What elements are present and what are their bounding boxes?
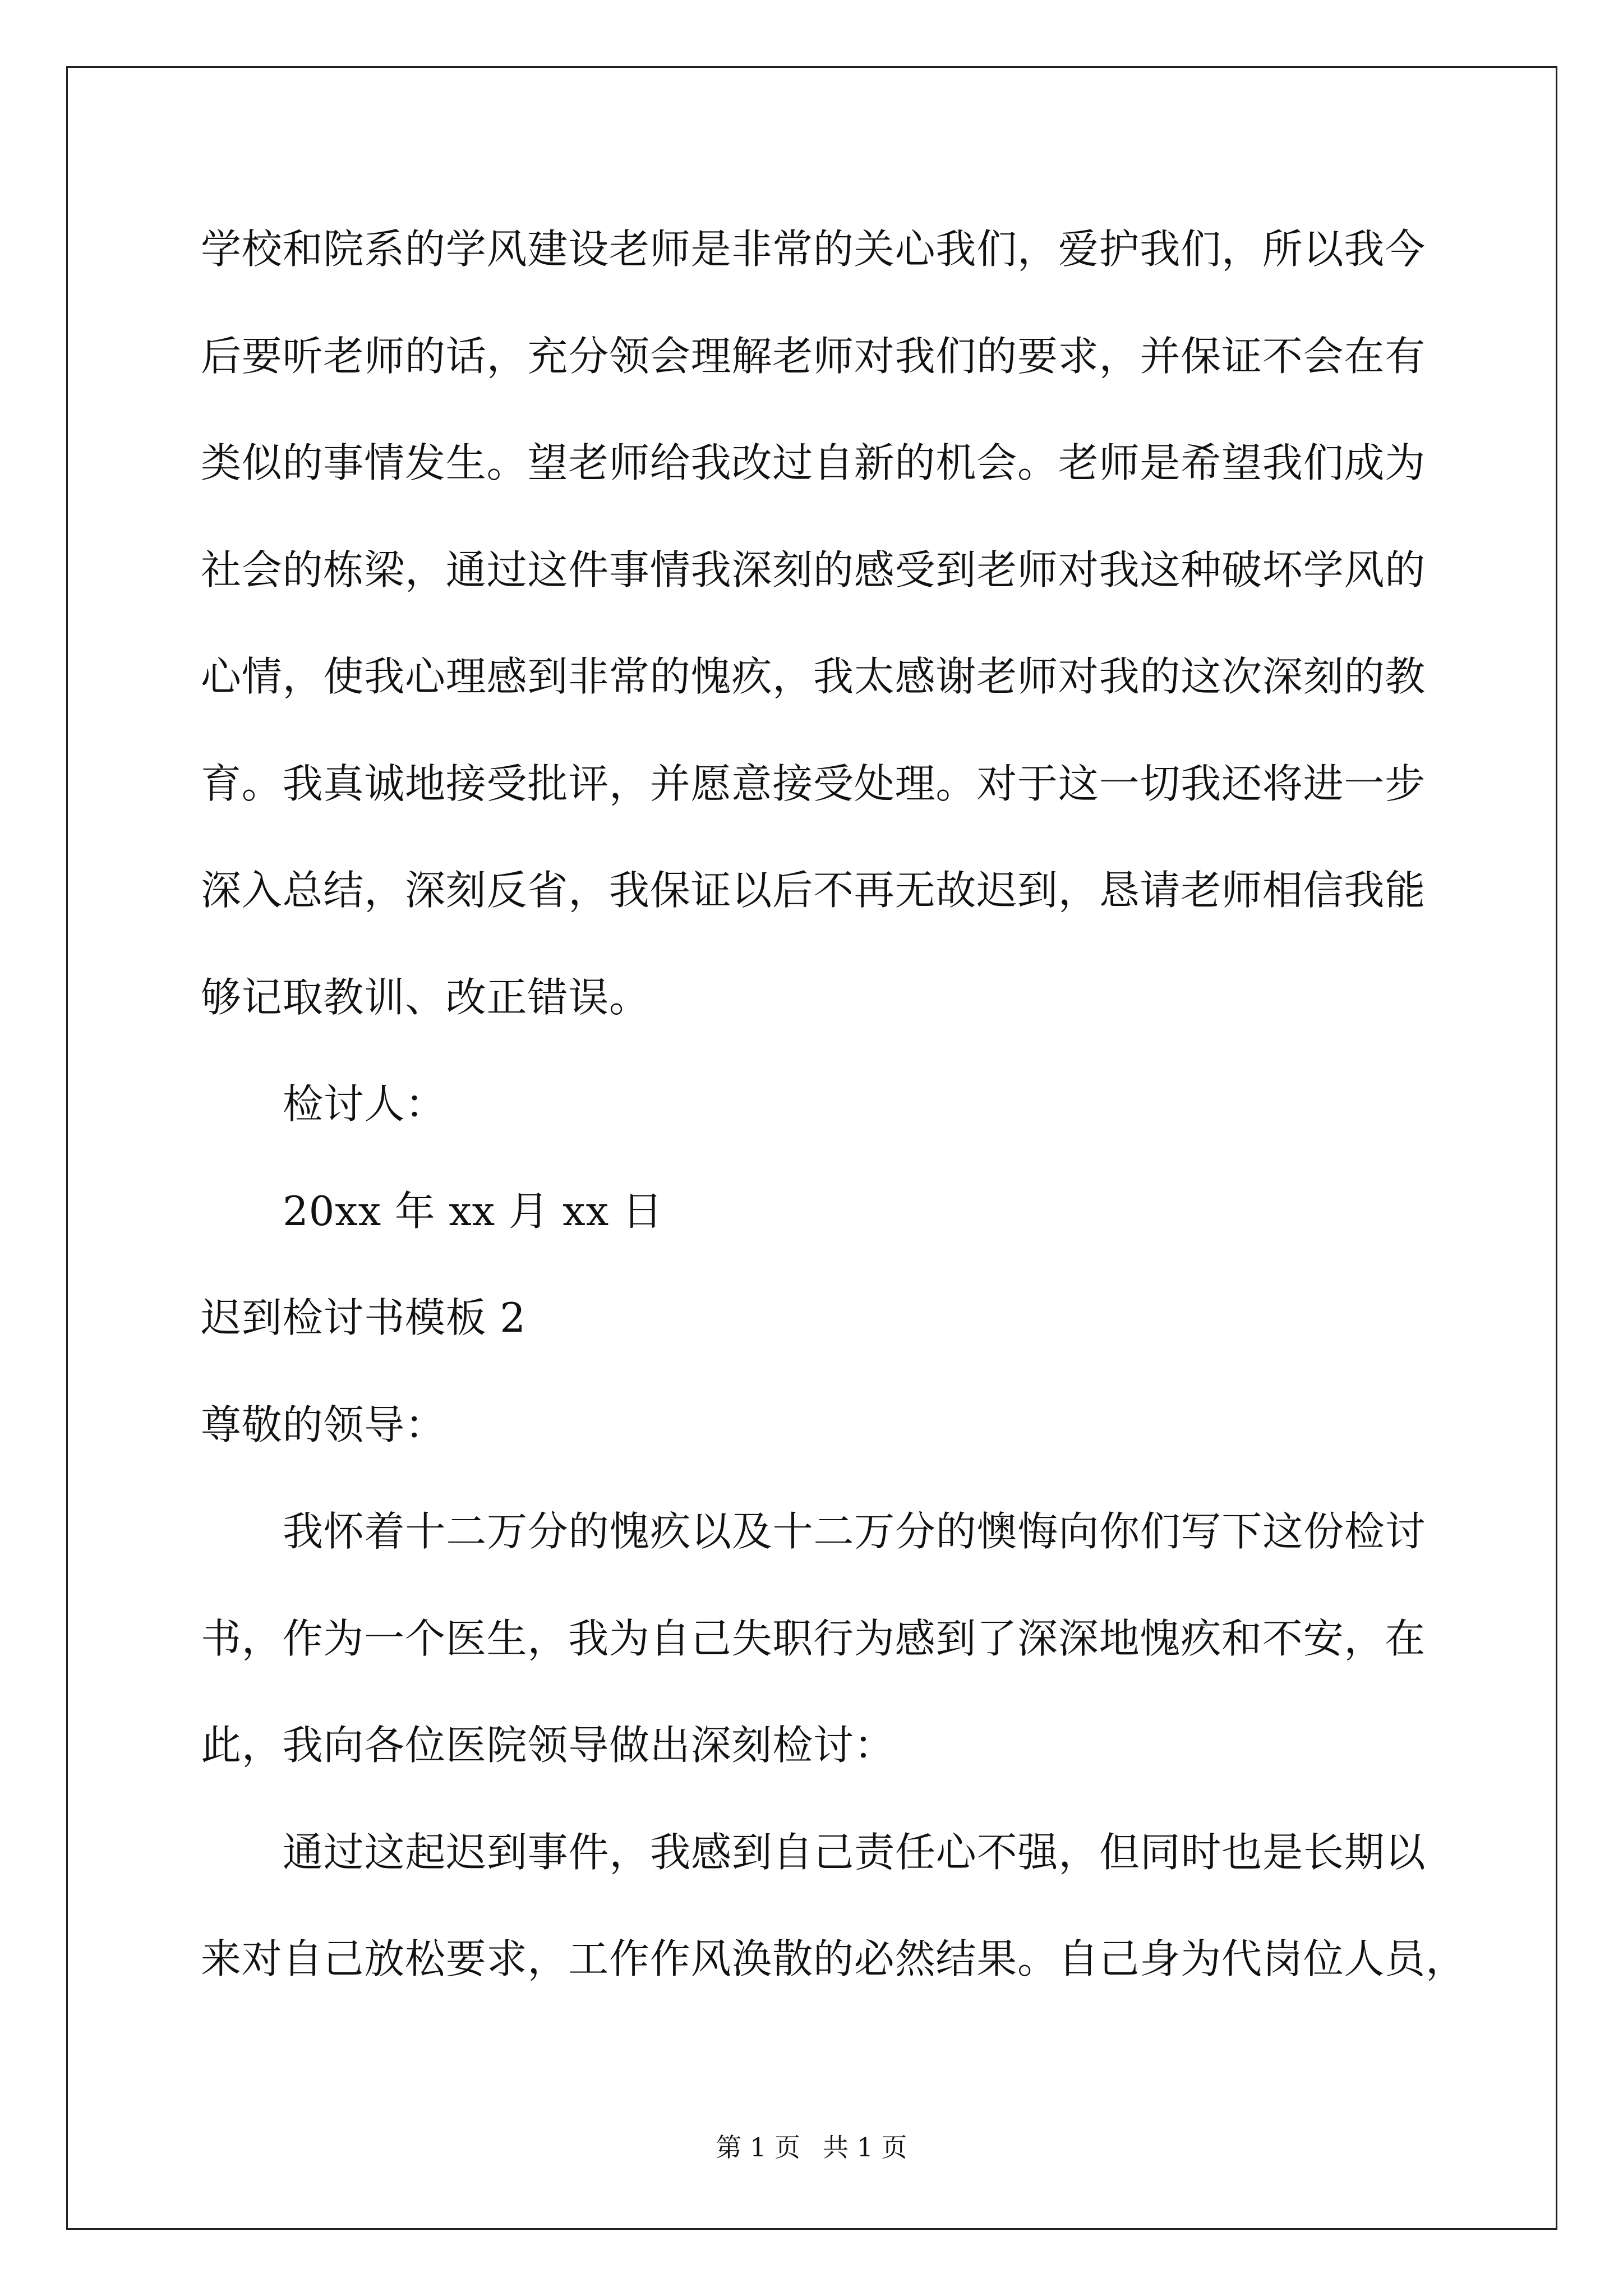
page-footer	[0, 2132, 1623, 2163]
text-line: 我怀着十二万分的愧疚以及十二万分的懊悔向你们写下这份检讨	[283, 1508, 1426, 1555]
text-line: 书，作为一个医生，我为自己失职行为感到了深深地愧疚和不安，在	[201, 1614, 1426, 1662]
text-line: 够记取教训、改正错误。	[201, 973, 650, 1021]
text-line: 心情，使我心理感到非常的愧疚，我太感谢老师对我的这次深刻的教	[201, 653, 1426, 700]
document-body	[201, 196, 1491, 2013]
text-line: 类似的事情发生。望老师给我改过自新的机会。老师是希望我们成为	[201, 439, 1426, 486]
text-line: 学校和院系的学风建设老师是非常的关心我们，爱护我们，所以我今	[201, 226, 1426, 273]
text-line: 此，我向各位医院领导做出深刻检讨：	[201, 1722, 895, 1769]
salutation: 尊敬的领导：	[201, 1401, 446, 1448]
text-line: 来对自己放松要求，工作作风涣散的必然结果。自己身为代岗位人员，	[201, 1935, 1467, 1982]
text-line: 后要听老师的话，充分领会理解老师对我们的要求，并保证不会在有	[201, 332, 1426, 380]
text-line: 育。我真诚地接受批评，并愿意接受处理。对于这一切我还将进一步	[201, 760, 1426, 807]
signature-label: 检讨人：	[283, 1080, 446, 1128]
text-line: 社会的栋梁，通过这件事情我深刻的感受到老师对我这种破坏学风的	[201, 546, 1426, 593]
text-line: 通过这起迟到事件，我感到自己责任心不强，但同时也是长期以	[283, 1828, 1426, 1876]
text-line: 深入总结，深刻反省，我保证以后不再无故迟到，恳请老师相信我能	[201, 867, 1426, 914]
date-line: 20xx 年 xx 月 xx 日	[283, 1187, 663, 1235]
current-page-label: 第 1 页	[716, 2132, 800, 2162]
section-title: 迟到检讨书模板 2	[201, 1294, 526, 1341]
total-pages-label: 共 1 页	[823, 2132, 907, 2162]
